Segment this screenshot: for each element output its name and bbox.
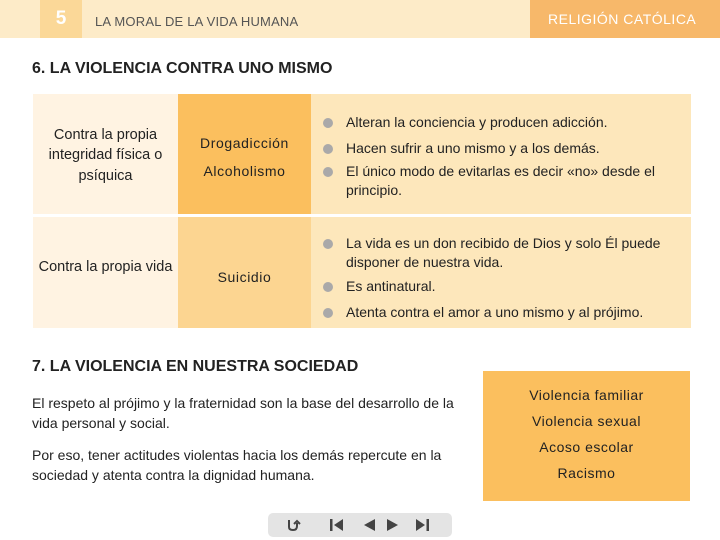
bullet-text: Hacen sufrir a uno mismo y a los demás. — [346, 140, 600, 156]
violence-type: Acoso escolar — [539, 439, 634, 455]
violence-type: Violencia familiar — [529, 387, 644, 403]
list-item — [323, 234, 683, 272]
bullet-icon — [323, 167, 333, 177]
bullet-text: Es antinatural. — [346, 278, 436, 294]
bullet-icon — [323, 118, 333, 128]
list-item — [323, 113, 683, 132]
previous-page-icon — [362, 518, 376, 532]
chapter-number: 5 — [55, 8, 67, 29]
bullet-icon — [323, 239, 333, 249]
paragraph: El respeto al prójimo y la fraternidad son la base del desarrollo de la vida personal y social. — [32, 395, 454, 431]
bullet-text: Atenta contra el amor a uno mismo y al prójimo. — [346, 304, 644, 320]
topic-cell — [178, 94, 311, 214]
topic-suicide: Suicidio — [217, 269, 272, 285]
list-item — [323, 277, 683, 296]
section-title: 6. LA VIOLENCIA CONTRA UNO MISMO — [32, 60, 333, 77]
row-divider — [33, 214, 178, 217]
unit-title: LA MORAL DE LA VIDA HUMANA — [95, 14, 299, 29]
topic-drug-addiction: Drogadicción — [200, 135, 289, 151]
category-life: Contra la propia vida — [38, 259, 173, 275]
return-button[interactable] — [276, 513, 310, 537]
bullet-icon — [323, 144, 333, 154]
subject-label: RELIGIÓN CATÓLICA — [548, 11, 697, 27]
list-item — [323, 303, 683, 322]
return-icon — [285, 517, 301, 533]
last-page-icon — [414, 518, 430, 532]
paragraph: Por eso, tener actitudes violentas hacia los demás repercute en la sociedad y atenta contra la dignidad humana. — [32, 447, 442, 483]
bullet-text: La vida es un don recibido de Dios y solo Él puede disponer de nuestra vida. — [346, 235, 661, 270]
bullet-text: Alteran la conciencia y producen adicción. — [346, 114, 608, 130]
list-item — [323, 139, 683, 158]
category-integrity: Contra la propia integridad física o psíquica — [48, 127, 163, 184]
next-page-icon — [386, 518, 400, 532]
first-page-icon — [329, 518, 345, 532]
bullet-text: El único modo de evitarlas es decir «no» desde el principio. — [346, 163, 655, 198]
first-page-button[interactable] — [320, 513, 354, 537]
section-title: 7. LA VIOLENCIA EN NUESTRA SOCIEDAD — [32, 358, 359, 375]
violence-type: Violencia sexual — [532, 413, 641, 429]
list-item — [323, 162, 683, 200]
bullet-icon — [323, 308, 333, 318]
last-page-button[interactable] — [405, 513, 439, 537]
violence-type: Racismo — [557, 465, 616, 481]
bullet-icon — [323, 282, 333, 292]
topic-alcoholism: Alcoholismo — [203, 163, 286, 179]
